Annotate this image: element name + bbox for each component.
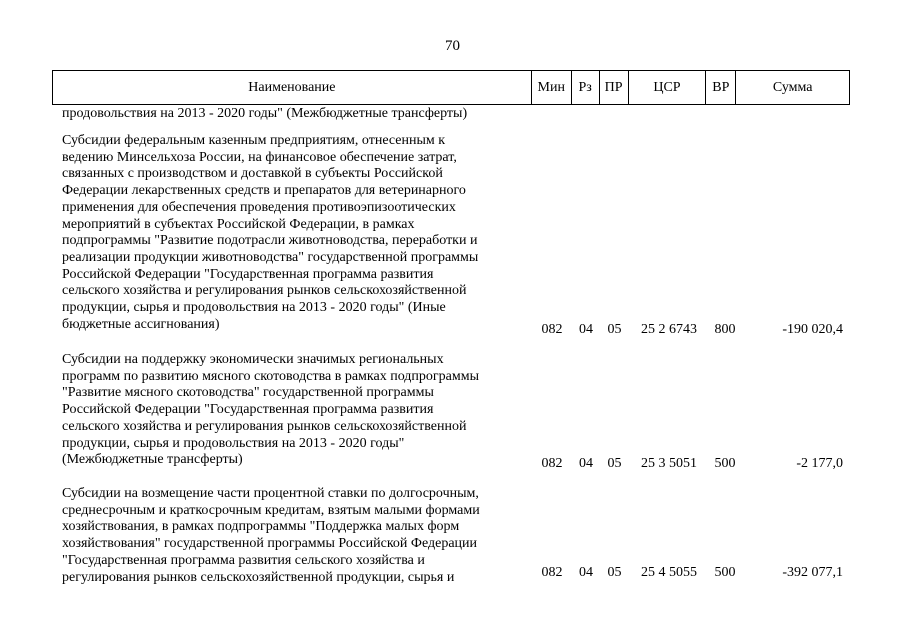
header-pr: ПР	[599, 71, 628, 104]
cell-csr: 25 2 6743	[641, 322, 697, 337]
desc-line: применения для обеспечения проведения противоэпизоотических	[62, 199, 456, 215]
desc-line: реализации продукции животноводства" государственной программы	[62, 249, 479, 265]
cell-pr: 05	[607, 565, 622, 580]
row-description	[62, 133, 525, 333]
desc-line: хозяйствования, в рамках подпрограммы "Поддержка малых форм	[62, 519, 460, 535]
desc-line: ведению Минсельхоза России, на финансовое обеспечение затрат,	[62, 149, 457, 165]
cell-vr: 500	[714, 456, 736, 471]
cell-vr: 500	[714, 565, 736, 580]
header-rz: Рз	[571, 71, 599, 104]
cell-csr: 25 3 5051	[641, 456, 697, 471]
desc-line: среднесрочным и краткосрочным кредитам, взятым малыми формами	[62, 502, 480, 518]
cell-min: 082	[541, 322, 563, 337]
header-vr: ВР	[705, 71, 735, 104]
cell-rz: 04	[579, 565, 593, 580]
desc-line: Российской Федерации "Государственная программа развития	[62, 266, 434, 282]
desc-line: регулирования рынков сельскохозяйственной продукции, сырья и	[62, 569, 455, 585]
desc-line: хозяйствования" государственной программы Российской Федерации	[62, 536, 478, 552]
cell-sum: -190 020,4	[782, 322, 843, 337]
table-header	[52, 70, 850, 105]
header-sum: Сумма	[735, 71, 849, 104]
header-min: Мин	[531, 71, 571, 104]
desc-line: подпрограммы "Развитие подотрасли животноводства, переработки и	[62, 233, 478, 249]
desc-line: продукции, сырья и продовольствия на 2013 - 2020 годы"	[62, 435, 405, 451]
cell-vr: 800	[714, 322, 736, 337]
desc-line: "Государственная программа развития сельского хозяйства и	[62, 552, 425, 568]
cell-min: 082	[541, 456, 563, 471]
desc-line: (Межбюджетные трансферты)	[62, 452, 243, 468]
desc-line: Российской Федерации "Государственная программа развития	[62, 402, 434, 418]
header-name: Наименование	[248, 79, 336, 95]
row-description	[62, 352, 525, 469]
cell-sum: -392 077,1	[782, 565, 843, 580]
desc-line: Федерации лекарственных средств и препаратов для ветеринарного	[62, 183, 466, 199]
desc-line: мероприятий в субъектах Российской Федерации, в рамках	[62, 216, 415, 232]
continuation-text: продовольствия на 2013 - 2020 годы" (Межбюджетные трансферты)	[62, 106, 468, 121]
desc-line: Субсидии на поддержку экономически значимых региональных	[62, 352, 444, 367]
desc-line: сельского хозяйства и регулирования рынков сельскохозяйственной	[62, 283, 467, 299]
desc-line: связанных с производством и доставкой в субъекты Российской	[62, 166, 443, 182]
cell-pr: 05	[607, 322, 622, 337]
desc-line: программ по развитию мясного скотоводства в рамках подпрограммы	[62, 368, 480, 384]
desc-line: Субсидии федеральным казенным предприятиям, отнесенным к	[62, 133, 446, 148]
cell-min: 082	[541, 565, 563, 580]
desc-line: Субсидии на возмещение части процентной ставки по долгосрочным,	[62, 486, 479, 501]
desc-line: бюджетные ассигнования)	[62, 316, 220, 332]
cell-rz: 04	[579, 456, 593, 471]
desc-line: "Развитие мясного скотоводства" государственной программы	[62, 385, 434, 401]
desc-line: сельского хозяйства и регулирования рынков сельскохозяйственной	[62, 418, 467, 434]
cell-sum: -2 177,0	[796, 456, 843, 471]
desc-line: продукции, сырья и продовольствия на 2013 - 2020 годы" (Иные	[62, 300, 446, 316]
cell-csr: 25 4 5055	[641, 565, 697, 580]
row-values	[0, 322, 905, 339]
row-values	[0, 456, 905, 473]
row-values	[0, 565, 905, 582]
cell-rz: 04	[579, 322, 593, 337]
header-csr: ЦСР	[628, 71, 706, 104]
cell-pr: 05	[607, 456, 622, 471]
page-number: 70	[445, 38, 460, 54]
